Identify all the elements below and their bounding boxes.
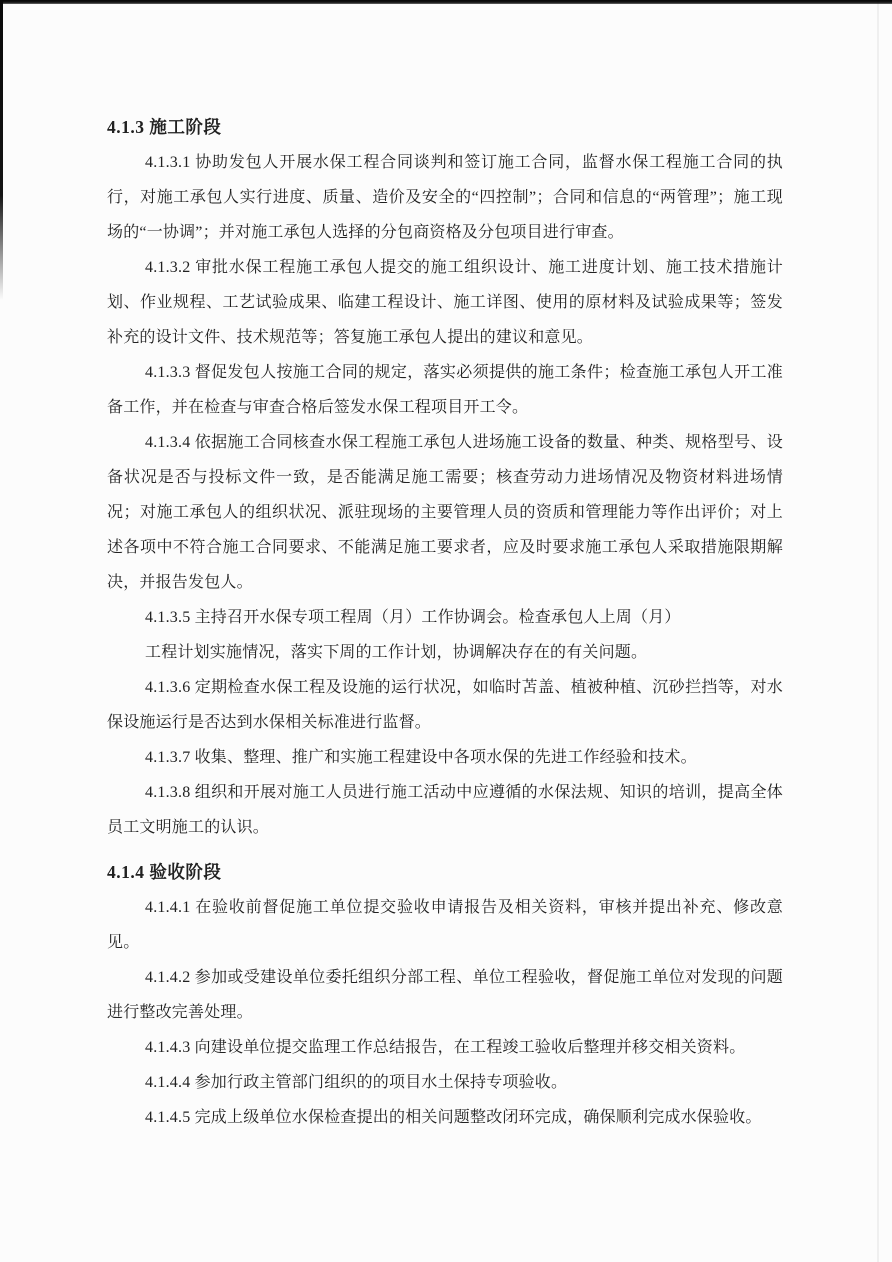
paragraph-line: 工程计划实施情况，落实下周的工作计划，协调解决存在的有关问题。 [145,644,648,661]
paragraph: 4.1.4.1 在验收前督促施工单位提交验收申请报告及相关资料，审核并提出补充、修改意见。 [107,899,783,951]
paragraph: 4.1.3.4 依据施工合同核查水保工程施工承包人进场施工设备的数量、种类、规格型号、设备状况是否与投标文件一致，是否能满足施工需要；核查劳动力进场情况及物资材料进场情况；对施工承包人的组织状况、派驻现场的主要管理人员的资质和管理能力等作出评价；对上述各项中不符合施工合同要求、不能满足施工要求者，应及时要求施工承包人采取措施限期解决，并报告发包人。 [107,434,783,591]
paragraph: 4.1.3.2 审批水保工程施工承包人提交的施工组织设计、施工进度计划、施工技术措施计划、作业规程、工艺试验成果、临建工程设计、施工详图、使用的原材料及试验成果等；签发补充的设计文件、技术规范等；答复施工承包人提出的建议和意见。 [107,259,783,346]
paragraph: 4.1.3.1 协助发包人开展水保工程合同谈判和签订施工合同，监督水保工程施工合同的执行，对施工承包人实行进度、质量、造价及安全的“四控制”；合同和信息的“两管理”；施工现场的“一协调”；并对施工承包人选择的分包商资格及分包项目进行审查。 [107,154,783,241]
section-heading: 4.1.4 验收阶段 [107,862,222,882]
paragraph: 4.1.4.2 参加或受建设单位委托组织分部工程、单位工程验收，督促施工单位对发现的问题进行整改完善处理。 [107,969,783,1021]
paragraph: 4.1.3.7 收集、整理、推广和实施工程建设中各项水保的先进工作经验和技术。 [145,749,697,766]
paragraph: 4.1.4.5 完成上级单位水保检查提出的相关问题整改闭环完成，确保顺利完成水保验收。 [145,1109,762,1126]
section-heading: 4.1.3 施工阶段 [107,117,222,137]
paragraph: 4.1.4.4 参加行政主管部门组织的的项目水土保持专项验收。 [145,1074,568,1091]
paragraph-line: 4.1.3.5 主持召开水保专项工程周（月）工作协调会。检查承包人上周（月） [145,609,681,626]
document-body [107,110,783,1135]
scan-edge-top [0,0,892,4]
paragraph: 4.1.4.3 向建设单位提交监理工作总结报告，在工程竣工验收后整理并移交相关资料。 [145,1039,746,1056]
paragraph: 4.1.3.8 组织和开展对施工人员进行施工活动中应遵循的水保法规、知识的培训，提高全体员工文明施工的认识。 [107,784,783,836]
paragraph: 4.1.3.3 督促发包人按施工合同的规定，落实必须提供的施工条件；检查施工承包人开工准备工作，并在检查与审查合格后签发水保工程项目开工令。 [107,364,783,416]
scan-streak-right [877,0,879,1262]
paragraph: 4.1.3.6 定期检查水保工程及设施的运行状况，如临时苫盖、植被种植、沉砂拦挡等，对水保设施运行是否达到水保相关标准进行监督。 [107,679,783,731]
scan-edge-left [0,0,3,300]
